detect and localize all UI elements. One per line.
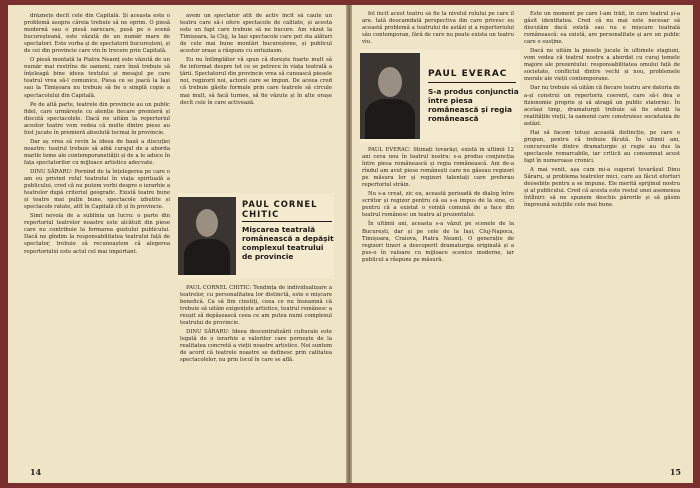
paragraph: Hai să facem totuși această distincție, pe care o propun, pentru că trebuie făcută. În ultimii ani, concursurile dintre dramaturgie și regie au dus la spectacole remarcabile, iar criticii au consemnat acest fapt în numeroase cronici.	[524, 129, 680, 164]
right-column-2	[524, 11, 680, 455]
page-number: 15	[669, 467, 681, 477]
callout-headline: S-a produs conjunctia între piesa românească și regia românească	[428, 87, 519, 123]
callout-headline: Mișcarea teatrală românească a depășit complexul teatrului de provincie	[242, 225, 334, 261]
paragraph: avem un spectator atît de activ încît să caute un teatru care să-i ofere spectacole de calitate, și acesta este un fapt care trebuie să ne bucure. Am văzut la Timișoara, la Cluj, la Iași spectacole care pot sta alături de cele mai bune montări bucureștene, și publicul acestor orașe a răspuns cu entuziasm.	[180, 13, 332, 55]
paragraph: Dacă ne uităm la piesele jucate în ultimele stagiuni, vom vedea că teatrul nostru a abordat cu curaj temele majore ale prezentului: responsabilitatea omului față de societate, conflictul dintre vechi și nou, problemele morale ale vieții contemporane.	[524, 48, 680, 83]
callout-speaker-name: PAUL EVERAC	[428, 69, 508, 79]
paragraph: fel încît acest teatru să fie la nivelul rolului pe care îl are. Iată deocamdată perspectiva din care privesc eu această problemă a teatrului de astăzi și a repertoriului său contemporan, fără de care nu poate exista un teatru viu.	[362, 11, 514, 46]
interview-callout	[360, 49, 520, 143]
left-column-2-top	[180, 13, 332, 191]
left-column-1	[24, 13, 170, 453]
paragraph: DINU SĂRARU: Ideea descentralizării culturale este legată de o ierarhie a valorilor care pornește de la realitatea concretă a vieții noastre artistice. Noi suntem de acord că teatrele noastre se definesc prin calitatea spectacolelor, nu prin locul în care se află.	[180, 329, 332, 364]
paragraph: drăznețe decît cele din Capitală. Și aceasta este o problemă asupra căreia trebuie să ne oprim. O piesă modernă sau o piesă oarecare, pusă pe o scenă bucureșteană, este văzută de un număr mare de spectatori. Este vorba și de spectatorii bucureșteni, și de cei din provincie care vin în trecere prin Capitală.	[24, 13, 170, 55]
paragraph: Este un moment pe care l-am trăit, în care teatrul și-a găsit identitatea. Cred că nu mai este necesar să discutăm dacă există sau nu o mișcare teatrală românească: ea există, are personalitate și are un public care o susține.	[524, 11, 680, 46]
paragraph: DINU SĂRARU: Pornind de la înțelegerea pe care o am eu privind rolul teatrului în viața spirituală a publicului, cred că nu putem vorbi despre o ierarhie a teatrelor după criteriul geografic. Există teatre bune și teatre mai puțin bune, spectacole izbutite și spectacole ratate, atît în Capitală cît și în provincie.	[24, 168, 170, 211]
divider	[428, 82, 516, 83]
paragraph: Nu s-a creat, zic eu, această perioadă de dialog între scriitor și regizor pentru că ea s-a impus de la sine, ci pentru că a existat o voință comună de a face din teatrul românesc un teatru al prezentului.	[362, 191, 514, 219]
left-column-2-bottom	[180, 285, 332, 455]
paragraph: Dar aș vrea să revin la ideea de bază a discuției noastre: teatrul trebuie să aibă curajul de a aborda marile teme ale contemporaneității și de a le aduce în fața spectatorilor cu mijloace artistice adecvate.	[24, 138, 170, 166]
paragraph: Simt nevoia de a sublinia un lucru: o parte din repertoriul teatrelor noastre este alcătuit din piese care nu contribuie la formarea gustului publicului. Dacă ne gîndim la responsabilitatea teatrului față de spectator, trebuie să recunoaștem că alegerea repertoriului este actul cel mai important.	[24, 213, 170, 255]
interview-callout	[178, 193, 334, 279]
paragraph: O piesă montată la Piatra Neamț este văzută de un număr mai restrîns de oameni, care însă trebuie să înțeleagă bine ideea textului și mesajul pe care teatrul vrea să-l comunice. Piesa ce se joacă la Iași sau la Timișoara nu trebuie să fie o simplă copie a spectacolului din Capitală.	[24, 57, 170, 99]
right-column-1-bottom	[362, 147, 514, 455]
paragraph: PAUL CORNEL CHITIC: Tendința de individualizare a teatrelor, cu personalitatea lor distinctă, este o mișcare benefică. Ca să fim cinstiți, ceea ce nu înseamnă că trebuie să uităm exigențele artistice, teatrul românesc a reușit să depășească ceea ce am putea numi complexul teatrului de provincie.	[180, 285, 332, 327]
page-number: 14	[30, 467, 42, 477]
left-page	[8, 5, 346, 483]
callout-speaker-name: PAUL CORNEL CHITIC	[242, 199, 318, 219]
right-page	[352, 5, 693, 483]
divider	[242, 221, 332, 222]
paragraph: A mai venit, așa cum mi-a sugerat tovarășul Dinu Săraru, și problema teatrelor mici, care au făcut eforturi deosebite pentru a se impune. Ele merită sprijinul nostru și al publicului. Cred că acesta este rostul unei asemenea întîlniri: să ne spunem deschis părerile și să găsim împreună soluțiile cele mai bune.	[524, 166, 680, 209]
portrait-photo	[360, 53, 420, 139]
portrait-photo	[178, 197, 236, 275]
paragraph: În ultimii ani, aceasta s-a văzut pe scenele de la București, dar și pe cele de la Iași, Cluj-Napoca, Timișoara, Craiova, Piatra Neamț. O generație de regizori tineri a descoperit dramaturgia originală și a pus-o în valoare cu mijloace scenice moderne, iar publicul a răspuns pe măsură.	[362, 221, 514, 263]
paragraph: Pe de altă parte, teatrele din provincie au un public fidel, care urmărește cu atenție fiecare premieră și discută spectacolele. Dacă ne uităm la repertoriul acestor teatre vom vedea că multe dintre piese au fost jucate în premieră absolută tocmai în provincie.	[24, 101, 170, 136]
right-column-1-top	[362, 11, 514, 47]
paragraph: Dar nu trebuie să uităm că fiecare teatru are datoria de a-și construi un repertoriu coerent, care să-i dea o fizionomie proprie și să atragă un public statornic. În același timp, dramaturgii trebuie să fie atenți la realitățile vieții, la oamenii care construiesc societatea de astăzi.	[524, 85, 680, 127]
paragraph: PAUL EVERAC: Stimați tovarăși, există în ultimii 12 ani ceva nou în teatrul nostru: s-a produs conjuncția între piesa românească și regia românească. Ani de-a rîndul am avut piese românești care nu găseau regizori pe măsura lor și regizori talentați care preferau repertoriul străin.	[362, 147, 514, 189]
paragraph: Eu nu întîmplător vă spun că dorește foarte mult să fie informat despre tot ce se petrece în viața teatrală a țării. Spectatorul din provincie vrea să cunoască piesele noi, regizorii noi, actorii care se impun. De aceea cred că trebuie găsite formule prin care teatrele să circule mai mult, să facă turnee, să fie văzute și în alte orașe decît cele în care activează.	[180, 57, 332, 106]
